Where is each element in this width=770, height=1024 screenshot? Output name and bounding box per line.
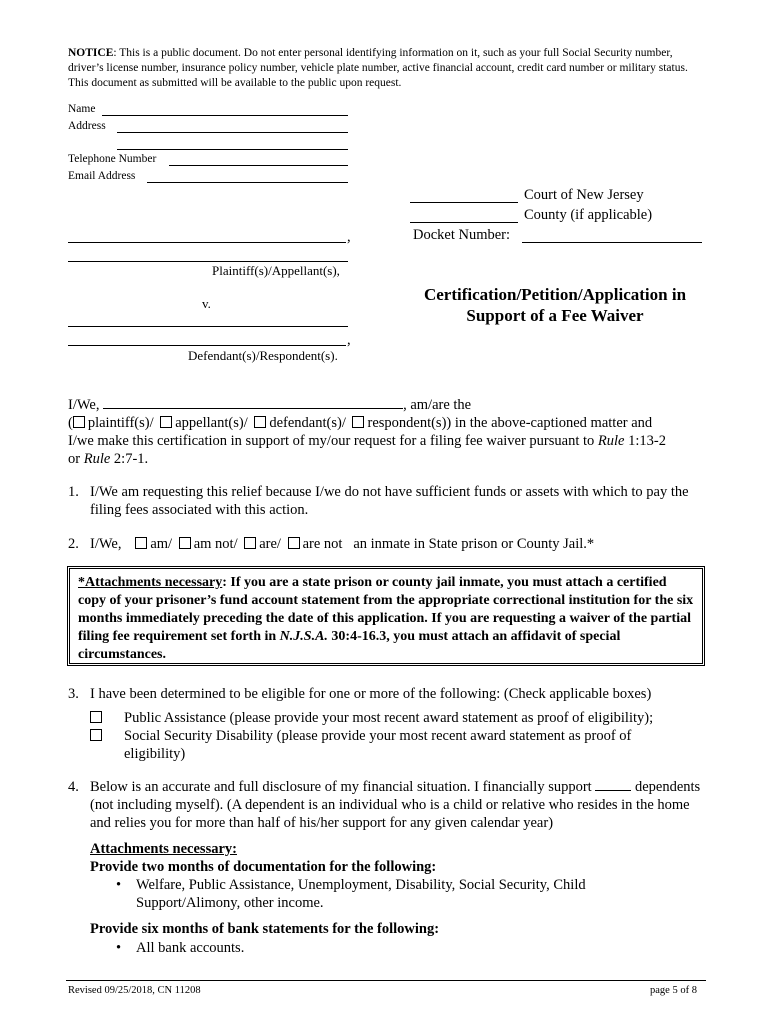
intro-line-3-end: 1:13-2 (624, 433, 666, 449)
intro-line-1 (68, 396, 708, 414)
intro-line-4-end: 2:7-1. (110, 451, 149, 467)
county-field[interactable] (410, 222, 518, 223)
docket-number-field[interactable] (522, 242, 702, 243)
document-title (400, 284, 710, 326)
plaintiff-field-1[interactable] (68, 242, 346, 243)
item-3-number: 3. (68, 686, 79, 702)
rule-1: Rule (597, 433, 625, 449)
defendant-field-1[interactable] (68, 326, 348, 327)
appellant-checkbox[interactable] (160, 416, 172, 428)
telephone-label: Telephone Number (68, 153, 157, 165)
item-1-text: I/We am requesting this relief because I/we do not have sufficient funds or assets with which to pay the filing fees associated with this action. (90, 484, 689, 518)
six-months-bullet: All bank accounts. (136, 940, 245, 956)
bullet-marker-1: • (116, 877, 122, 893)
item-2-iwe: I/We, (90, 536, 122, 552)
respondent-checkbox[interactable] (352, 416, 364, 428)
are-checkbox[interactable] (244, 537, 256, 549)
address-field-1[interactable] (117, 132, 348, 133)
item-2-number: 2. (68, 536, 79, 552)
attachment-statute: N.J.S.A. (279, 629, 328, 644)
caption-comma-1: , (347, 229, 351, 245)
bullet-marker-2: • (116, 940, 122, 956)
intro-line-4-text: or (68, 451, 84, 467)
attachment-box (67, 566, 705, 666)
court-suffix: Court of New Jersey (524, 187, 644, 203)
ssd-option: Social Security Disability (please provide your most recent award statement as proof of eligibility) (124, 728, 632, 762)
caption-comma-2: , (347, 332, 351, 348)
plaintiff-label: Plaintiff(s)/Appellant(s), (212, 263, 340, 278)
telephone-field[interactable] (169, 165, 348, 166)
email-field[interactable] (147, 182, 348, 183)
item-1-number: 1. (68, 484, 79, 500)
footer-page: page 5 of 8 (650, 985, 697, 996)
two-months-heading: Provide two months of documentation for the following: (90, 859, 437, 875)
opt-respondent: respondent(s)) in the above-captioned matter and (367, 415, 653, 431)
footer-revised: Revised 09/25/2018, CN 11208 (68, 985, 201, 996)
opt-am-not: am not/ (193, 536, 238, 552)
notice-label: NOTICE (68, 47, 114, 59)
item-2-text (90, 535, 710, 553)
attachments-heading (90, 840, 237, 858)
versus-label: v. (202, 296, 211, 311)
opt-plaintiff: plaintiff(s)/ (87, 415, 154, 431)
item-4-text (90, 778, 710, 832)
six-months-heading: Provide six months of bank statements for the following: (90, 921, 440, 937)
are-not-checkbox[interactable] (288, 537, 300, 549)
opt-are-not: are not (302, 536, 343, 552)
item-2-tail: an inmate in State prison or County Jail.* (353, 536, 595, 552)
footer-rule (66, 980, 706, 981)
defendant-checkbox[interactable] (254, 416, 266, 428)
title-line-1: Certification/Petition/Application in (423, 285, 687, 304)
defendant-field-2[interactable] (68, 345, 346, 346)
rule-2: Rule (83, 451, 111, 467)
dependents-count-field[interactable] (595, 779, 631, 791)
item-4-text-a: Below is an accurate and full disclosure of my financial situation. I financially support (90, 779, 592, 795)
email-label: Email Address (68, 170, 136, 182)
name-field[interactable] (102, 115, 348, 116)
opt-appellant: appellant(s)/ (175, 415, 248, 431)
notice-text: : This is a public document. Do not enter personal identifying information on it, such as your full Social Security number, driver’s license number, insurance policy number, vehicle plate number, active financial account, credit card number or military status. This document as submitted will be available to the public upon request. (68, 47, 688, 89)
name-label: Name (68, 103, 96, 115)
attachments-heading-text: Attachments necessary: (90, 841, 237, 857)
intro-open-paren: ( (68, 415, 73, 431)
intro-line-3 (68, 432, 708, 450)
title-line-2: Support of a Fee Waiver (466, 306, 644, 325)
court-name-field[interactable] (410, 202, 518, 203)
plaintiff-checkbox[interactable] (73, 416, 85, 428)
opt-defendant: defendant(s)/ (269, 415, 346, 431)
address-field-2[interactable] (117, 149, 348, 150)
intro-amare: , am/are the (403, 397, 472, 413)
attachment-box-text (78, 574, 694, 664)
plaintiff-field-2[interactable] (68, 261, 348, 262)
public-assistance-checkbox[interactable] (90, 711, 102, 723)
am-not-checkbox[interactable] (179, 537, 191, 549)
item-4-number: 4. (68, 779, 79, 795)
intro-paragraph (68, 396, 708, 468)
intro-iwe: I/We, (68, 397, 100, 413)
attachment-text-2: 30:4-16.3, you must attach an affidavit of special circumstances. (78, 629, 621, 662)
county-suffix: County (if applicable) (524, 207, 653, 223)
address-label: Address (68, 120, 106, 132)
opt-am: am/ (150, 536, 173, 552)
item-3-text: I have been determined to be eligible for one or more of the following: (Check applicable boxes) (90, 686, 652, 702)
attachment-heading: *Attachments necessary (78, 575, 223, 590)
two-months-bullet: Welfare, Public Assistance, Unemployment, Disability, Social Security, Child Support/Alimony, other income. (136, 877, 586, 911)
intro-line-3-text: I/we make this certification in support of my/our request for a filing fee waiver pursuant to (68, 433, 598, 449)
notice-paragraph (68, 46, 708, 91)
am-checkbox[interactable] (135, 537, 147, 549)
attachment-text-1: : If you are a state prison or county jail inmate, you must attach a certified copy of your prisoner’s fund account statement from the appropriate correctional institution for the six months immediately preceding the date of this application. If you are requesting a waiver of the partial filing fee requirement set forth in (78, 575, 694, 644)
intro-line-4 (68, 450, 708, 468)
defendant-label: Defendant(s)/Respondent(s). (188, 348, 338, 363)
opt-are: are/ (259, 536, 281, 552)
intro-name-field[interactable] (103, 397, 403, 409)
ssd-checkbox[interactable] (90, 729, 102, 741)
intro-line-2 (68, 414, 708, 432)
public-assistance-option: Public Assistance (please provide your most recent award statement as proof of eligibility); (124, 710, 654, 726)
item-4-text-b: dependents (not including myself). (A dependent is an individual who is a child or relative who resides in the home and relies you for more than half of his/her support for any given calendar year) (90, 779, 701, 831)
docket-label: Docket Number: (413, 227, 511, 243)
